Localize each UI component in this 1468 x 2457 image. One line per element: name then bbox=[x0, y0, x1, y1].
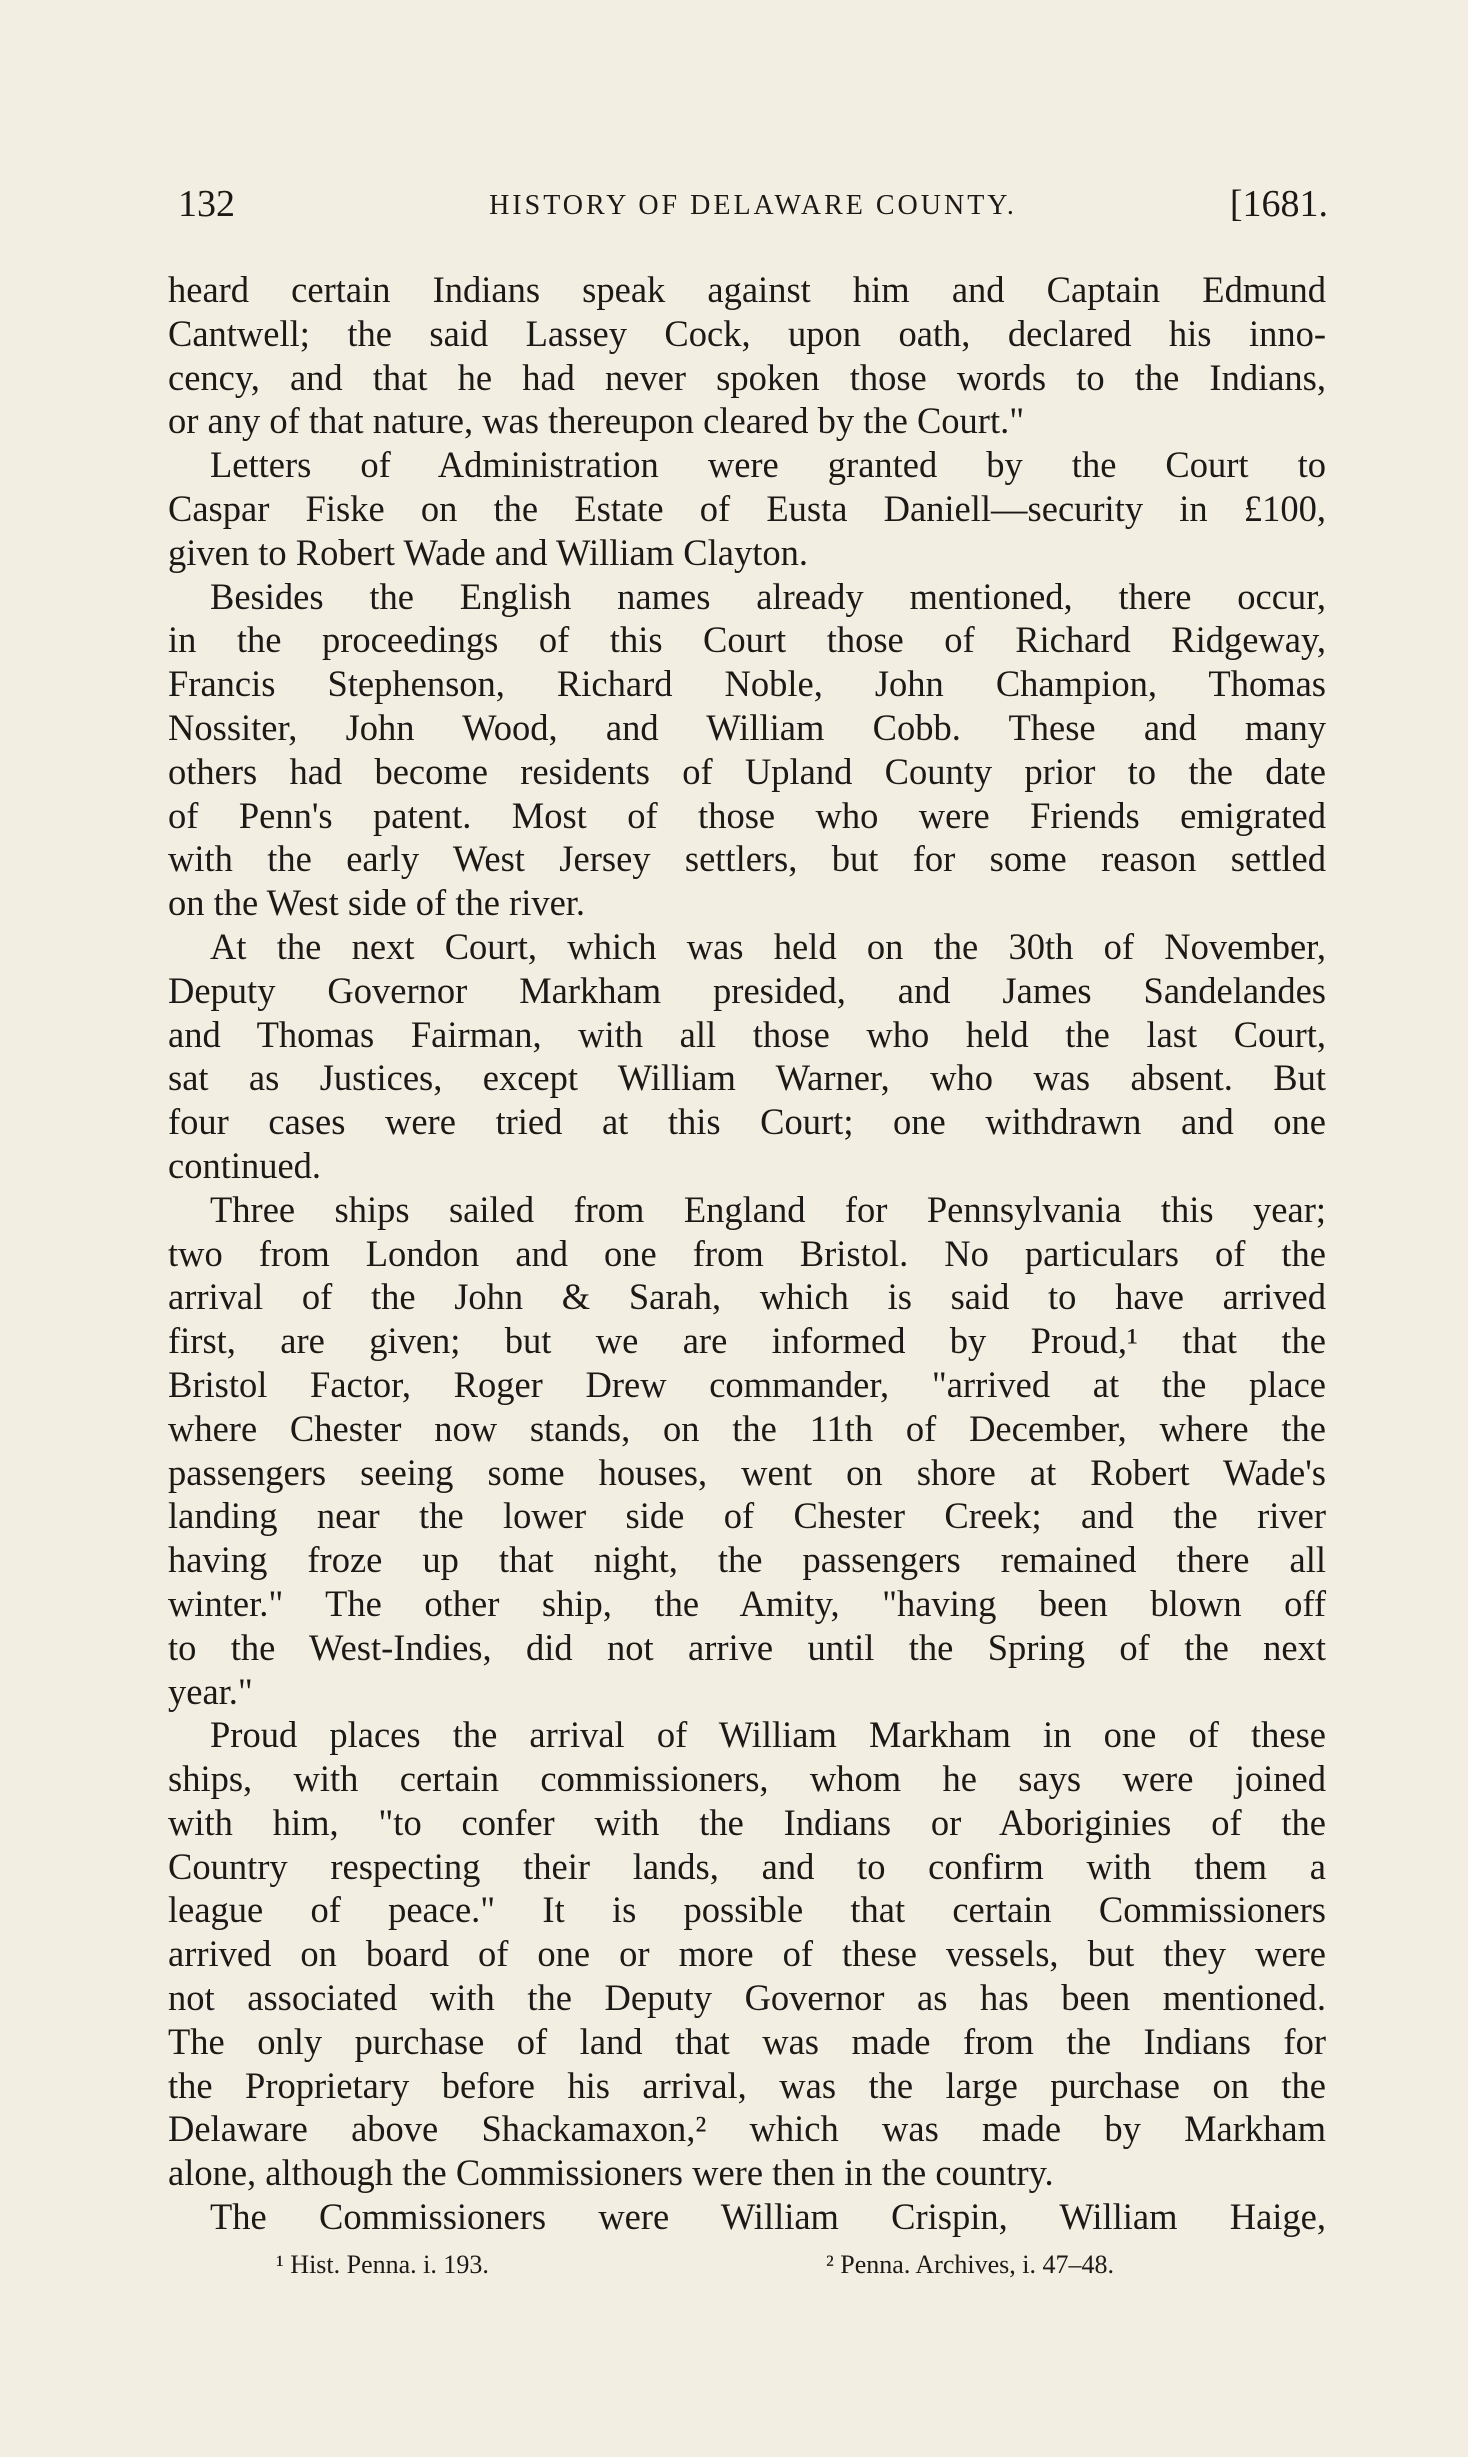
text-line: At the next Court, which was held on the 30th of November, bbox=[210, 925, 1326, 967]
text-line: Proud places the arrival of William Markham in one of these bbox=[210, 1714, 1326, 1756]
text-line: heard certain Indians speak against him and Captain Edmund bbox=[168, 269, 1326, 310]
text-line: Deputy Governor Markham presided, and James Sandelandes bbox=[168, 969, 1326, 1011]
text-line: arrived on board of one or more of these vessels, but they were bbox=[168, 1933, 1326, 1975]
text-line: first, are given; but we are informed by Proud,¹ that the bbox=[168, 1320, 1326, 1362]
text-line: winter." The other ship, the Amity, "having been blown off bbox=[168, 1582, 1326, 1624]
text-line: alone, although the Commissioners were then in the country. bbox=[168, 2152, 1054, 2194]
text-line: passengers seeing some houses, went on shore at Robert Wade's bbox=[168, 1451, 1326, 1493]
text-line: continued. bbox=[168, 1144, 322, 1186]
text-line: Francis Stephenson, Richard Noble, John Champion, Thomas bbox=[168, 663, 1326, 705]
text-line: to the West-Indies, did not arrive until the Spring of the next bbox=[168, 1626, 1326, 1668]
text-line: not associated with the Deputy Governor as has been mentioned. bbox=[168, 1977, 1326, 2019]
text-line: Three ships sailed from England for Pennsylvania this year; bbox=[210, 1188, 1326, 1230]
text-line: Besides the English names already mentioned, there occur, bbox=[210, 575, 1326, 617]
running-title: HISTORY OF DELAWARE COUNTY. bbox=[489, 190, 1017, 221]
page-header bbox=[178, 182, 1328, 234]
text-line: given to Robert Wade and William Clayton. bbox=[168, 531, 808, 573]
text-line: of Penn's patent. Most of those who were Friends emigrated bbox=[168, 794, 1326, 836]
body-text bbox=[168, 268, 1326, 2239]
text-line: others had become residents of Upland County prior to the date bbox=[168, 750, 1326, 792]
text-line: with the early West Jersey settlers, but for some reason settled bbox=[168, 838, 1326, 880]
text-line: Letters of Administration were granted by the Court to bbox=[210, 444, 1326, 486]
text-line: league of peace." It is possible that certain Commissioners bbox=[168, 1889, 1326, 1931]
text-line: Delaware above Shackamaxon,² which was made by Markham bbox=[168, 2108, 1326, 2150]
text-line: the Proprietary before his arrival, was the large purchase on the bbox=[168, 2064, 1326, 2106]
text-line: Country respecting their lands, and to confirm with them a bbox=[168, 1845, 1326, 1887]
text-line: where Chester now stands, on the 11th of December, where the bbox=[168, 1407, 1326, 1449]
text-line: or any of that nature, was thereupon cleared by the Court." bbox=[168, 400, 1025, 442]
text-line: having froze up that night, the passengers remained there all bbox=[168, 1539, 1326, 1581]
text-line: Cantwell; the said Lassey Cock, upon oath, declared his inno- bbox=[168, 312, 1326, 354]
page-number: 132 bbox=[178, 183, 235, 225]
text-line: on the West side of the river. bbox=[168, 882, 586, 924]
text-line: ships, with certain commissioners, whom he says were joined bbox=[168, 1758, 1326, 1800]
text-line: with him, "to confer with the Indians or Aboriginies of the bbox=[168, 1801, 1326, 1843]
text-line: cency, and that he had never spoken those words to the Indians, bbox=[168, 356, 1326, 398]
text-line: in the proceedings of this Court those of Richard Ridgeway, bbox=[168, 619, 1326, 661]
text-line: year." bbox=[168, 1670, 253, 1712]
text-line: four cases were tried at this Court; one withdrawn and one bbox=[168, 1101, 1326, 1143]
text-line: Nossiter, John Wood, and William Cobb. These and many bbox=[168, 706, 1326, 748]
year-marker: [1681. bbox=[1229, 183, 1328, 225]
footnote-1: ¹ Hist. Penna. i. 193. bbox=[276, 2250, 489, 2279]
text-line: The Commissioners were William Crispin, William Haige, bbox=[210, 2196, 1326, 2238]
footnote-2: ² Penna. Archives, i. 47–48. bbox=[826, 2250, 1114, 2279]
text-line: Bristol Factor, Roger Drew commander, "arrived at the place bbox=[168, 1363, 1326, 1405]
text-line: The only purchase of land that was made from the Indians for bbox=[168, 2020, 1326, 2062]
text-line: sat as Justices, except William Warner, who was absent. But bbox=[168, 1057, 1326, 1099]
footnotes bbox=[168, 2250, 1326, 2286]
text-line: arrival of the John & Sarah, which is said to have arrived bbox=[168, 1276, 1326, 1318]
text-line: Caspar Fiske on the Estate of Eusta Daniell—security in £100, bbox=[168, 487, 1326, 529]
text-line: landing near the lower side of Chester Creek; and the river bbox=[168, 1495, 1326, 1537]
text-line: and Thomas Fairman, with all those who held the last Court, bbox=[168, 1013, 1326, 1055]
text-line: two from London and one from Bristol. No particulars of the bbox=[168, 1232, 1326, 1274]
